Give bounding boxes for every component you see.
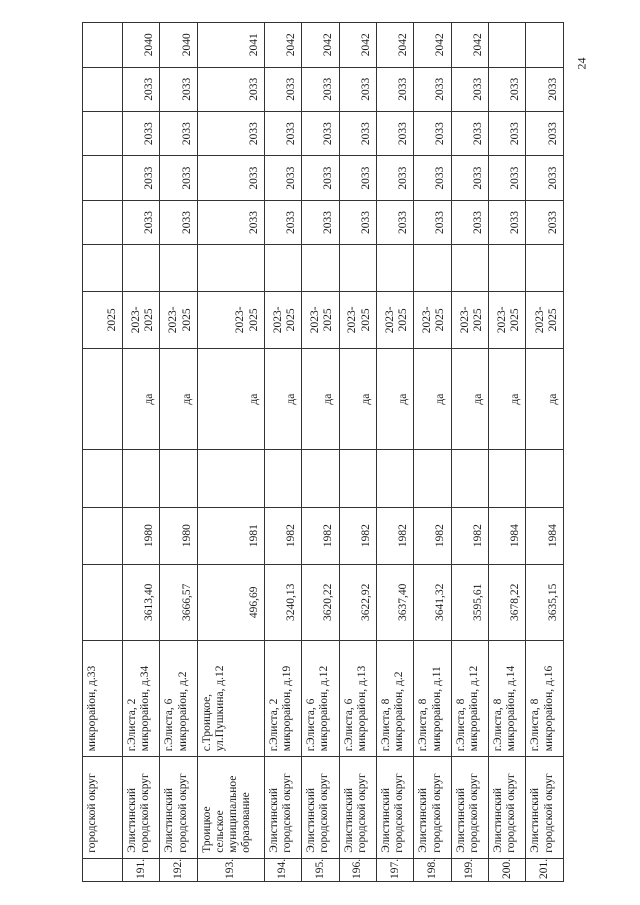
year-cell: 2033 [451,156,488,200]
year-cell: 2033 [302,111,339,155]
built-year-cell: 1982 [302,507,339,564]
row-number-cell: 200. [489,858,526,881]
address-cell: г.Элиста, 2 микрорайон, д.34 [123,640,160,756]
rotated-table-wrapper [82,22,564,882]
table-row [123,23,160,882]
row-number-cell [83,858,123,881]
address-cell: г.Элиста, 6 микрорайон, д.12 [302,640,339,756]
table-row [451,23,488,882]
year-cell: 2033 [526,67,564,111]
area-cell: 3641,32 [414,564,451,640]
year-cell: 2033 [197,67,264,111]
year-cell: 2033 [339,156,376,200]
extra-cell [489,245,526,292]
flag-cell: да [489,348,526,450]
area-cell: 3666,57 [160,564,197,640]
year-cell [83,23,123,68]
flag-cell: да [160,348,197,450]
period-cell: 2023-2025 [414,291,451,348]
period-cell: 2023-2025 [123,291,160,348]
extra-cell [414,450,451,507]
year-cell: 2033 [339,111,376,155]
year-cell [83,156,123,200]
extra-cell [526,450,564,507]
row-number-cell: 201. [526,858,564,881]
flag-cell: да [414,348,451,450]
period-cell: 2023-2025 [160,291,197,348]
year-cell: 2033 [489,67,526,111]
row-number-cell: 198. [414,858,451,881]
extra-cell [376,245,413,292]
year-cell: 2033 [197,200,264,244]
year-cell: 2033 [376,156,413,200]
municipality-cell: Троицкое сельское муниципальное образование [197,757,264,859]
area-cell: 3678,22 [489,564,526,640]
period-cell: 2025 [83,291,123,348]
year-cell: 2033 [414,111,451,155]
address-cell: г.Элиста, 2 микрорайон, д.19 [264,640,301,756]
address-cell: г.Элиста, 8 микрорайон, д.2 [376,640,413,756]
table-row [160,23,197,882]
area-cell: 3620,22 [302,564,339,640]
year-cell: 2033 [526,111,564,155]
period-cell: 2023-2025 [197,291,264,348]
extra-cell [123,450,160,507]
address-cell: г.Элиста, 6 микрорайон, д.13 [339,640,376,756]
flag-cell [83,348,123,450]
row-number-cell: 197. [376,858,413,881]
table-row [526,23,564,882]
built-year-cell: 1984 [489,507,526,564]
year-cell: 2033 [302,67,339,111]
address-cell: г.Элиста, 8 микрорайон, д.16 [526,640,564,756]
year-cell: 2040 [160,23,197,68]
extra-cell [83,245,123,292]
municipality-cell: городской округ [83,757,123,859]
year-cell: 2033 [414,67,451,111]
extra-cell [339,245,376,292]
table-body [83,23,564,882]
municipality-cell: Элистинский городской округ [526,757,564,859]
flag-cell: да [197,348,264,450]
year-cell [489,23,526,68]
address-cell: г.Элиста, 8 микрорайон, д.12 [451,640,488,756]
municipality-cell: Элистинский городской округ [160,757,197,859]
period-cell: 2023-2025 [339,291,376,348]
extra-cell [83,450,123,507]
year-cell: 2033 [451,67,488,111]
extra-cell [376,450,413,507]
year-cell: 2033 [160,200,197,244]
table-row [83,23,123,882]
extra-cell [526,245,564,292]
municipality-cell: Элистинский городской округ [302,757,339,859]
year-cell: 2042 [414,23,451,68]
address-cell: г.Элиста, 8 микрорайон, д.14 [489,640,526,756]
extra-cell [414,245,451,292]
row-number-cell: 199. [451,858,488,881]
year-cell: 2033 [451,200,488,244]
area-cell: 3240,13 [264,564,301,640]
built-year-cell: 1982 [376,507,413,564]
extra-cell [451,245,488,292]
year-cell: 2033 [264,111,301,155]
built-year-cell: 1982 [451,507,488,564]
area-cell: 3595,61 [451,564,488,640]
area-cell: 3635,15 [526,564,564,640]
year-cell: 2033 [302,200,339,244]
municipality-cell: Элистинский городской округ [414,757,451,859]
municipality-cell: Элистинский городской округ [376,757,413,859]
address-cell: с.Троицкое, ул.Пушкина, д.12 [197,640,264,756]
year-cell: 2033 [302,156,339,200]
municipality-cell: Элистинский городской округ [123,757,160,859]
year-cell [83,200,123,244]
year-cell [83,111,123,155]
period-cell: 2023-2025 [376,291,413,348]
year-cell: 2033 [339,200,376,244]
year-cell: 2033 [526,156,564,200]
address-cell: микрорайон, д.33 [83,640,123,756]
extra-cell [160,245,197,292]
extra-cell [339,450,376,507]
year-cell: 2040 [123,23,160,68]
row-number-cell: 191. [123,858,160,881]
municipality-cell: Элистинский городской округ [489,757,526,859]
extra-cell [302,245,339,292]
year-cell: 2033 [197,111,264,155]
area-cell: 3637,40 [376,564,413,640]
address-cell: г.Элиста, 6 микрорайон, д.2 [160,640,197,756]
table-row [264,23,301,882]
built-year-cell: 1980 [160,507,197,564]
year-cell: 2033 [264,200,301,244]
year-cell: 2033 [376,67,413,111]
flag-cell: да [526,348,564,450]
flag-cell: да [123,348,160,450]
year-cell: 2033 [489,156,526,200]
period-cell: 2023-2025 [451,291,488,348]
row-number-cell: 192. [160,858,197,881]
address-cell: г.Элиста, 8 микрорайон, д.11 [414,640,451,756]
year-cell [526,23,564,68]
period-cell: 2023-2025 [264,291,301,348]
year-cell: 2042 [339,23,376,68]
flag-cell: да [451,348,488,450]
table-row [414,23,451,882]
table-row [197,23,264,882]
municipality-cell: Элистинский городской округ [451,757,488,859]
year-cell: 2033 [160,111,197,155]
year-cell: 2033 [197,156,264,200]
flag-cell: да [339,348,376,450]
table-row [302,23,339,882]
extra-cell [264,450,301,507]
extra-cell [123,245,160,292]
table-row [376,23,413,882]
year-cell: 2033 [123,67,160,111]
year-cell: 2033 [451,111,488,155]
year-cell: 2033 [123,200,160,244]
extra-cell [197,450,264,507]
period-cell: 2023-2025 [302,291,339,348]
year-cell: 2033 [489,200,526,244]
year-cell: 2033 [123,156,160,200]
year-cell: 2033 [376,111,413,155]
year-cell: 2033 [526,200,564,244]
year-cell: 2033 [123,111,160,155]
row-number-cell: 194. [264,858,301,881]
year-cell: 2042 [264,23,301,68]
year-cell: 2042 [451,23,488,68]
built-year-cell: 1982 [414,507,451,564]
area-cell [83,564,123,640]
extra-cell [160,450,197,507]
flag-cell: да [264,348,301,450]
year-cell: 2033 [160,156,197,200]
municipality-cell: Элистинский городской округ [339,757,376,859]
page-number: 24 [574,57,589,70]
row-number-cell: 193. [197,858,264,881]
table-row [489,23,526,882]
period-cell: 2023-2025 [489,291,526,348]
year-cell: 2042 [302,23,339,68]
row-number-cell: 196. [339,858,376,881]
period-cell: 2023-2025 [526,291,564,348]
table-row [339,23,376,882]
extra-cell [451,450,488,507]
built-year-cell [83,507,123,564]
year-cell: 2042 [376,23,413,68]
flag-cell: да [302,348,339,450]
extra-cell [197,245,264,292]
flag-cell: да [376,348,413,450]
year-cell: 2033 [264,156,301,200]
built-year-cell: 1981 [197,507,264,564]
area-cell: 3622,92 [339,564,376,640]
year-cell: 2033 [376,200,413,244]
extra-cell [302,450,339,507]
year-cell [83,67,123,111]
year-cell: 2033 [414,156,451,200]
built-year-cell: 1980 [123,507,160,564]
year-cell: 2033 [414,200,451,244]
extra-cell [489,450,526,507]
year-cell: 2033 [489,111,526,155]
municipality-cell: Элистинский городской округ [264,757,301,859]
row-number-cell: 195. [302,858,339,881]
housing-schedule-table [82,22,564,882]
year-cell: 2033 [160,67,197,111]
year-cell: 2033 [339,67,376,111]
year-cell: 2041 [197,23,264,68]
year-cell: 2033 [264,67,301,111]
built-year-cell: 1982 [339,507,376,564]
built-year-cell: 1982 [264,507,301,564]
built-year-cell: 1984 [526,507,564,564]
area-cell: 3613,40 [123,564,160,640]
area-cell: 496,69 [197,564,264,640]
extra-cell [264,245,301,292]
